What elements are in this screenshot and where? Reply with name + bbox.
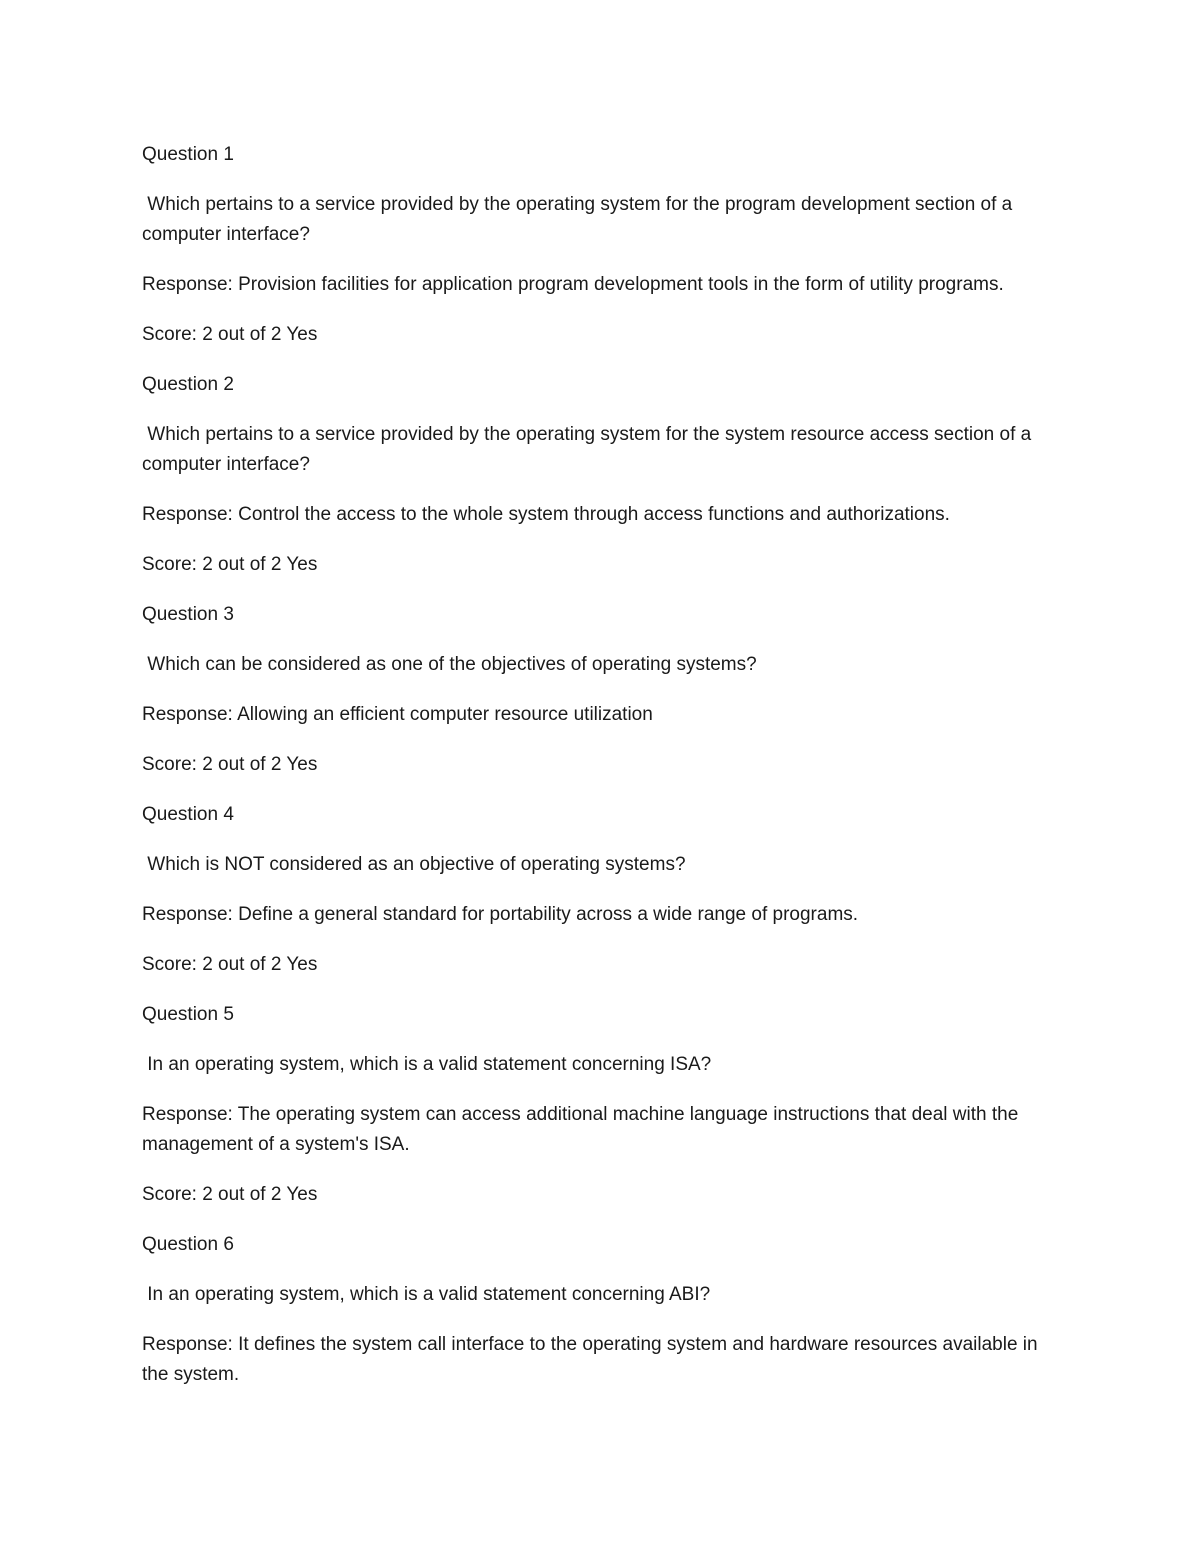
question-score: Score: 2 out of 2 Yes	[142, 754, 318, 775]
question-text: Which pertains to a service provided by the operating system for the program development section of a computer interface?	[142, 194, 1018, 245]
question-text: Which can be considered as one of the objectives of operating systems?	[142, 654, 757, 675]
question-response: Response: It defines the system call interface to the operating system and hardware resources available in the system.	[142, 1334, 1043, 1385]
question-block-6	[142, 1230, 1062, 1390]
question-text: In an operating system, which is a valid statement concerning ISA?	[142, 1054, 712, 1075]
question-response: Response: Allowing an efficient computer resource utilization	[142, 704, 653, 725]
question-block-3	[142, 600, 1062, 780]
question-text: In an operating system, which is a valid statement concerning ABI?	[142, 1284, 711, 1305]
question-score: Score: 2 out of 2 Yes	[142, 1184, 318, 1205]
question-heading: Question 1	[142, 144, 234, 165]
question-heading: Question 6	[142, 1234, 234, 1255]
question-score: Score: 2 out of 2 Yes	[142, 324, 318, 345]
question-response: Response: Provision facilities for application program development tools in the form of utility programs.	[142, 274, 1004, 295]
question-response: Response: The operating system can access additional machine language instructions that deal with the management of a system's ISA.	[142, 1104, 1024, 1155]
question-response: Response: Define a general standard for portability across a wide range of programs.	[142, 904, 859, 925]
question-score: Score: 2 out of 2 Yes	[142, 554, 318, 575]
question-block-5	[142, 1000, 1062, 1210]
question-text: Which pertains to a service provided by the operating system for the system resource access section of a computer interface?	[142, 424, 1037, 475]
question-heading: Question 3	[142, 604, 234, 625]
question-heading: Question 2	[142, 374, 234, 395]
question-score: Score: 2 out of 2 Yes	[142, 954, 318, 975]
question-block-4	[142, 800, 1062, 980]
question-heading: Question 5	[142, 1004, 234, 1025]
question-block-2	[142, 370, 1062, 580]
document-body	[142, 140, 1062, 1410]
question-response: Response: Control the access to the whole system through access functions and authorizations.	[142, 504, 950, 525]
question-text: Which is NOT considered as an objective of operating systems?	[142, 854, 686, 875]
question-heading: Question 4	[142, 804, 234, 825]
question-block-1	[142, 140, 1062, 350]
